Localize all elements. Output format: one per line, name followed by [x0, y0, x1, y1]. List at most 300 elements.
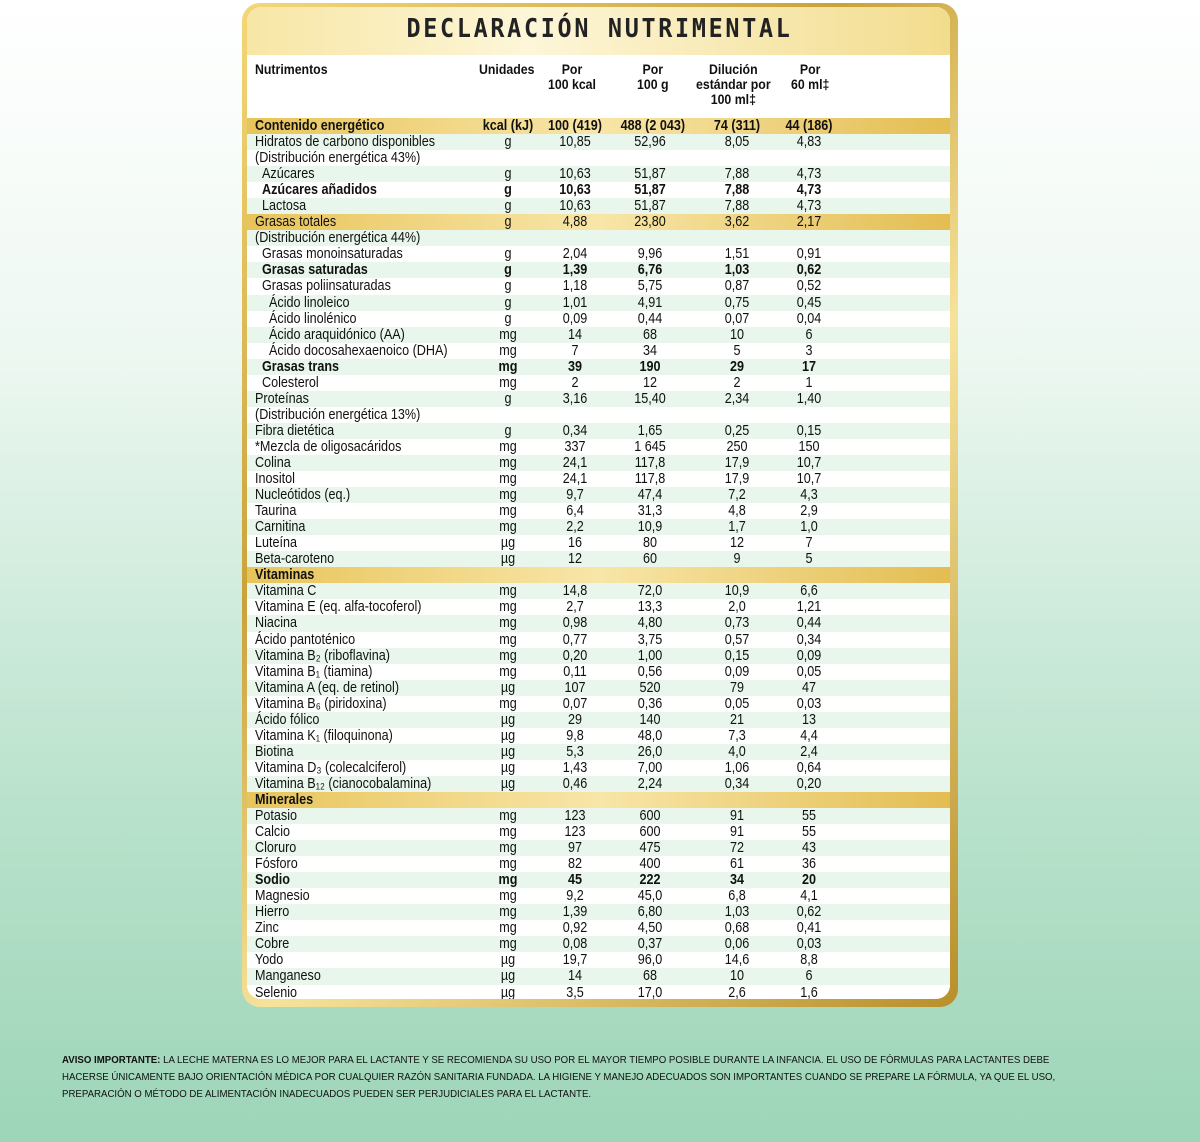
per-60ml: 4,73 [796, 165, 822, 183]
per-100ml: 1,03 [724, 903, 750, 921]
per-100kcal: 29 [567, 710, 583, 728]
per-100g: 60 [642, 550, 658, 568]
per-60ml: 36 [801, 855, 817, 873]
per-60ml: 10,7 [796, 470, 822, 488]
per-100ml: 0,09 [724, 662, 750, 680]
table-row [247, 246, 950, 262]
table-row [247, 872, 950, 888]
per-60ml: 2,17 [796, 213, 822, 231]
per-100kcal: 82 [567, 855, 583, 873]
per-100g: 4,50 [637, 919, 663, 937]
per-100kcal: 1,18 [562, 277, 588, 295]
nutrient-name: Luteína [255, 534, 298, 552]
unit: g [504, 197, 512, 215]
nutrient-name: Vitaminas [255, 566, 315, 584]
unit: µg [500, 951, 516, 969]
nutrient-name: Grasas saturadas [262, 261, 368, 279]
per-100ml: 0,05 [724, 694, 750, 712]
table-row [247, 182, 950, 198]
table-row [247, 471, 950, 487]
per-100ml: 2,0 [728, 598, 746, 616]
per-100g: 9,96 [637, 245, 663, 263]
per-100g: 52,96 [634, 133, 666, 151]
per-100ml: 0,34 [724, 774, 750, 792]
per-60ml: 0,62 [796, 261, 822, 279]
table-row [247, 343, 950, 359]
nutrient-name: Contenido energético [255, 117, 385, 134]
per-100kcal: 0,20 [562, 646, 588, 664]
per-100ml: 2,34 [724, 389, 750, 407]
nutrition-table-panel [247, 7, 950, 999]
per-100ml: 61 [729, 855, 745, 873]
table-row [247, 599, 950, 615]
nutrient-name: Ácido linoleico [269, 293, 350, 311]
table-row [247, 327, 950, 343]
table-row [247, 632, 950, 648]
table-row [247, 262, 950, 278]
unit: mg [499, 598, 517, 616]
table-row [247, 824, 950, 840]
per-60ml: 0,91 [796, 245, 822, 263]
per-100kcal: 2 [571, 373, 579, 391]
table-row [247, 295, 950, 311]
per-60ml: 4,4 [800, 726, 818, 744]
unit: mg [499, 935, 517, 953]
per-100ml: 17,9 [724, 470, 750, 488]
table-row [247, 214, 950, 230]
unit: µg [500, 983, 516, 999]
unit: mg [499, 807, 517, 825]
per-100g: 1,65 [637, 421, 663, 439]
nutrient-name: Nucleótidos (eq.) [255, 486, 351, 504]
table-row [247, 551, 950, 567]
table-row [247, 615, 950, 631]
unit: mg [499, 630, 517, 648]
important-notice [62, 1052, 1056, 1103]
per-100kcal: 0,11 [563, 662, 587, 680]
unit: µg [500, 710, 516, 728]
unit: kcal (kJ) [482, 117, 534, 134]
unit: mg [498, 871, 518, 889]
per-60ml: 6 [805, 967, 813, 985]
table-row [247, 567, 950, 583]
per-100kcal: 10,63 [559, 197, 591, 215]
per-60ml: 2,4 [800, 742, 818, 760]
per-100kcal: 1,43 [562, 758, 588, 776]
unit: mg [499, 486, 517, 504]
unit: mg [499, 855, 517, 873]
nutrient-name: Inositol [255, 470, 295, 488]
nutrient-name: Colina [255, 453, 291, 471]
per-100g: 117,8 [634, 470, 666, 488]
nutrient-name: Beta-caroteno [255, 550, 335, 568]
unit: mg [499, 437, 517, 455]
unit: mg [499, 839, 517, 857]
per-100g: 117,8 [634, 453, 666, 471]
per-60ml: 1,40 [796, 389, 822, 407]
nutrient-name: Fósforo [255, 855, 298, 873]
per-60ml: 44 (186) [785, 117, 833, 134]
per-100g: 0,37 [637, 935, 663, 953]
per-60ml: 17 [801, 357, 817, 375]
nutrient-name: Zinc [255, 919, 279, 937]
per-100kcal: 0,07 [562, 694, 588, 712]
per-60ml: 150 [798, 437, 820, 455]
per-100g: 5,75 [637, 277, 663, 295]
unit: mg [499, 373, 517, 391]
table-row [247, 680, 950, 696]
unit: mg [499, 887, 517, 905]
per-100ml: 5 [733, 341, 741, 359]
unit: µg [500, 967, 516, 985]
per-100g: 51,87 [634, 181, 666, 199]
per-100kcal: 7 [571, 341, 579, 359]
per-60ml: 55 [801, 823, 817, 841]
per-60ml: 13 [801, 710, 817, 728]
nutrient-name: Cloruro [255, 839, 297, 857]
nutrient-name: Ácido pantoténico [255, 630, 356, 648]
per-60ml: 0,44 [796, 614, 822, 632]
per-60ml: 0,05 [796, 662, 822, 680]
table-row [247, 439, 950, 455]
unit: µg [500, 550, 516, 568]
per-100ml: 2 [733, 373, 741, 391]
per-100kcal: 0,34 [562, 421, 588, 439]
nutrient-name: Calcio [255, 823, 291, 841]
per-100ml: 9 [733, 550, 741, 568]
per-100kcal: 337 [564, 437, 586, 455]
per-100kcal: 24,1 [562, 470, 588, 488]
per-100kcal: 0,09 [562, 309, 588, 327]
nutrient-name: Vitamina B₆ (piridoxina) [255, 694, 387, 712]
table-row [247, 407, 950, 423]
per-100kcal: 16 [567, 534, 583, 552]
per-100g: 4,80 [637, 614, 663, 632]
nutrient-name: Vitamina E (eq. alfa-tocoferol) [255, 598, 422, 616]
title-band [247, 7, 950, 55]
per-100kcal: 10,85 [559, 133, 591, 151]
nutrient-name: Ácido linolénico [269, 309, 357, 327]
table-row [247, 278, 950, 294]
per-100ml: 7,3 [728, 726, 746, 744]
per-100kcal: 14 [567, 967, 583, 985]
per-60ml: 3 [805, 341, 813, 359]
per-100ml: 2,6 [728, 983, 746, 999]
per-100ml: 14,6 [724, 951, 750, 969]
nutrient-name: Fibra dietética [255, 421, 335, 439]
nutrient-name: Lactosa [262, 197, 307, 215]
per-60ml: 10,7 [796, 453, 822, 471]
per-100g: 400 [639, 855, 661, 873]
nutrient-name: Grasas monoinsaturadas [262, 245, 403, 263]
per-100g: 48,0 [637, 726, 663, 744]
per-100g: 140 [639, 710, 661, 728]
per-100ml: 91 [729, 807, 745, 825]
per-60ml: 55 [801, 807, 817, 825]
table-row [247, 920, 950, 936]
per-100g: 51,87 [634, 197, 666, 215]
nutrient-name: (Distribución energética 44%) [255, 229, 421, 247]
nutrient-name: *Mezcla de oligosacáridos [255, 437, 402, 455]
unit: g [504, 133, 512, 151]
per-100g: 222 [639, 871, 661, 889]
per-100ml: 7,88 [724, 197, 750, 215]
table-row [247, 968, 950, 984]
per-60ml: 0,64 [796, 758, 822, 776]
unit: µg [500, 758, 516, 776]
nutrient-name: Minerales [255, 790, 314, 808]
per-100ml: 10,9 [724, 582, 750, 600]
nutrient-name: Azúcares [262, 165, 315, 183]
nutrient-name: Yodo [255, 951, 284, 969]
per-100ml: 10 [729, 967, 745, 985]
per-100g: 6,80 [637, 903, 663, 921]
nutrient-name: Grasas poliinsaturadas [262, 277, 391, 295]
per-100kcal: 14,8 [562, 582, 588, 600]
nutrient-name: Vitamina A (eq. de retinol) [255, 678, 400, 696]
header-dilucion-100ml: Dilución estándar por 100 ml‡ [696, 61, 771, 107]
per-100kcal: 14 [567, 325, 583, 343]
nutrient-name: Vitamina K₁ (filoquinona) [255, 726, 393, 744]
per-60ml: 4,83 [796, 133, 822, 151]
per-100g: 68 [642, 967, 658, 985]
per-100kcal: 4,88 [562, 213, 588, 231]
per-100g: 0,36 [637, 694, 663, 712]
per-100ml: 0,06 [724, 935, 750, 953]
per-100g: 1,00 [637, 646, 663, 664]
per-100g: 31,3 [637, 502, 663, 520]
per-100kcal: 97 [567, 839, 583, 857]
per-100kcal: 19,7 [562, 951, 588, 969]
table-row [247, 166, 950, 182]
unit: g [504, 389, 512, 407]
table-row [247, 744, 950, 760]
per-100g: 45,0 [637, 887, 663, 905]
per-100kcal: 9,8 [566, 726, 584, 744]
table-row [247, 696, 950, 712]
per-100kcal: 1,39 [562, 903, 588, 921]
table-row [247, 840, 950, 856]
unit: g [504, 213, 512, 231]
unit: µg [500, 774, 516, 792]
per-100kcal: 2,7 [566, 598, 584, 616]
per-100ml: 1,7 [728, 518, 746, 536]
per-60ml: 7 [805, 534, 813, 552]
table-row [247, 936, 950, 952]
nutrient-name: (Distribución energética 13%) [255, 405, 421, 423]
per-60ml: 43 [801, 839, 817, 857]
per-100kcal: 9,2 [566, 887, 584, 905]
table-row [247, 776, 950, 792]
nutrient-name: Azúcares añadidos [262, 181, 377, 199]
nutrient-name: Niacina [255, 614, 298, 632]
unit: mg [499, 694, 517, 712]
per-60ml: 4,3 [800, 486, 818, 504]
unit: mg [499, 582, 517, 600]
unit: µg [500, 726, 516, 744]
per-100kcal: 9,7 [566, 486, 584, 504]
unit: mg [499, 453, 517, 471]
per-100kcal: 1,39 [562, 261, 588, 279]
nutrient-name: Vitamina D₃ (colecalciferol) [255, 758, 407, 776]
per-100ml: 12 [729, 534, 745, 552]
per-100g: 4,91 [637, 293, 663, 311]
per-100ml: 34 [729, 871, 745, 889]
per-100kcal: 1,01 [562, 293, 588, 311]
per-100kcal: 10,63 [559, 165, 591, 183]
header-unidades: Unidades [479, 61, 535, 77]
unit: g [504, 309, 512, 327]
table-row [247, 904, 950, 920]
per-100g: 520 [639, 678, 661, 696]
nutrient-name: Vitamina C [255, 582, 317, 600]
per-60ml: 5 [805, 550, 813, 568]
table-row [247, 760, 950, 776]
per-100ml: 0,75 [724, 293, 750, 311]
per-60ml: 0,03 [796, 935, 822, 953]
per-60ml: 0,62 [796, 903, 822, 921]
unit: mg [499, 470, 517, 488]
per-100g: 34 [642, 341, 658, 359]
per-100kcal: 107 [564, 678, 586, 696]
unit: mg [499, 646, 517, 664]
header-por-60ml: Por 60 ml‡ [791, 61, 830, 92]
table-header [247, 59, 950, 117]
table-row [247, 952, 950, 968]
table-row [247, 664, 950, 680]
per-60ml: 0,20 [796, 774, 822, 792]
nutrient-name: Hierro [255, 903, 290, 921]
per-100ml: 0,87 [724, 277, 750, 295]
per-60ml: 0,03 [796, 694, 822, 712]
per-100kcal: 24,1 [562, 453, 588, 471]
per-100ml: 7,88 [724, 165, 750, 183]
per-100g: 15,40 [634, 389, 666, 407]
per-100kcal: 0,08 [562, 935, 588, 953]
per-60ml: 6,6 [800, 582, 818, 600]
unit: g [504, 245, 512, 263]
per-100ml: 4,8 [728, 502, 746, 520]
per-60ml: 0,09 [796, 646, 822, 664]
per-100ml: 0,25 [724, 421, 750, 439]
table-row [247, 455, 950, 471]
per-100kcal: 123 [564, 807, 586, 825]
per-100ml: 0,73 [724, 614, 750, 632]
per-100g: 6,76 [637, 261, 663, 279]
per-100ml: 1,06 [724, 758, 750, 776]
table-row [247, 583, 950, 599]
per-100g: 12 [642, 373, 658, 391]
per-100ml: 3,62 [724, 213, 750, 231]
unit: mg [499, 325, 517, 343]
per-100g: 0,44 [637, 309, 663, 327]
per-100g: 47,4 [637, 486, 663, 504]
per-100kcal: 5,3 [566, 742, 584, 760]
unit: µg [500, 742, 516, 760]
per-100kcal: 2,04 [562, 245, 588, 263]
nutrient-name: Hidratos de carbono disponibles [255, 133, 436, 151]
unit: mg [499, 614, 517, 632]
nutrient-name: Grasas totales [255, 213, 337, 231]
table-row [247, 792, 950, 808]
per-100kcal: 0,92 [562, 919, 588, 937]
per-60ml: 0,15 [796, 421, 822, 439]
unit: mg [499, 823, 517, 841]
unit: µg [500, 678, 516, 696]
per-100ml: 91 [729, 823, 745, 841]
unit: mg [499, 662, 517, 680]
table-row [247, 391, 950, 407]
per-100ml: 21 [729, 710, 745, 728]
per-100g: 190 [639, 357, 661, 375]
per-100g: 51,87 [634, 165, 666, 183]
table-row [247, 134, 950, 150]
table-title: DECLARACIÓN NUTRIMENTAL [406, 14, 794, 44]
nutrient-name: Carnitina [255, 518, 306, 536]
table-row [247, 359, 950, 375]
per-100ml: 10 [729, 325, 745, 343]
per-60ml: 0,04 [796, 309, 822, 327]
per-100g: 80 [642, 534, 658, 552]
per-100kcal: 3,16 [562, 389, 588, 407]
nutrient-name: Potasio [255, 807, 298, 825]
per-100ml: 7,2 [728, 486, 746, 504]
unit: mg [499, 502, 517, 520]
table-row [247, 118, 950, 134]
nutrient-name: Biotina [255, 742, 294, 760]
header-por-100kcal: Por 100 kcal [548, 61, 596, 92]
per-100ml: 8,05 [724, 133, 750, 151]
per-100ml: 72 [729, 839, 745, 857]
per-100g: 23,80 [634, 213, 666, 231]
table-row [247, 487, 950, 503]
per-100ml: 79 [729, 678, 745, 696]
nutrient-name: Vitamina B₁₂ (cianocobalamina) [255, 774, 432, 792]
table-row [247, 535, 950, 551]
unit: g [504, 165, 512, 183]
per-60ml: 6 [805, 325, 813, 343]
per-100ml: 0,15 [724, 646, 750, 664]
unit: mg [499, 341, 517, 359]
per-100kcal: 45 [567, 871, 583, 889]
table-row [247, 856, 950, 872]
per-100kcal: 0,77 [562, 630, 588, 648]
nutrient-name: Sodio [255, 871, 291, 889]
nutrient-name: Taurina [255, 502, 297, 520]
table-row [247, 311, 950, 327]
per-60ml: 1,6 [800, 983, 818, 999]
table-row [247, 985, 950, 999]
per-60ml: 20 [801, 871, 817, 889]
per-60ml: 47 [801, 678, 817, 696]
per-100g: 96,0 [637, 951, 663, 969]
per-100kcal: 0,98 [562, 614, 588, 632]
per-60ml: 0,34 [796, 630, 822, 648]
per-100ml: 29 [729, 357, 745, 375]
table-row [247, 150, 950, 166]
per-100g: 2,24 [637, 774, 663, 792]
per-100g: 0,56 [637, 662, 663, 680]
per-100g: 72,0 [637, 582, 663, 600]
nutrient-name: Cobre [255, 935, 290, 953]
per-100ml: 0,68 [724, 919, 750, 937]
per-100g: 488 (2 043) [620, 117, 686, 134]
nutrient-name: Ácido araquidónico (AA) [269, 325, 405, 343]
table-row [247, 198, 950, 214]
table-row [247, 888, 950, 904]
unit: g [504, 421, 512, 439]
per-60ml: 1,21 [796, 598, 822, 616]
